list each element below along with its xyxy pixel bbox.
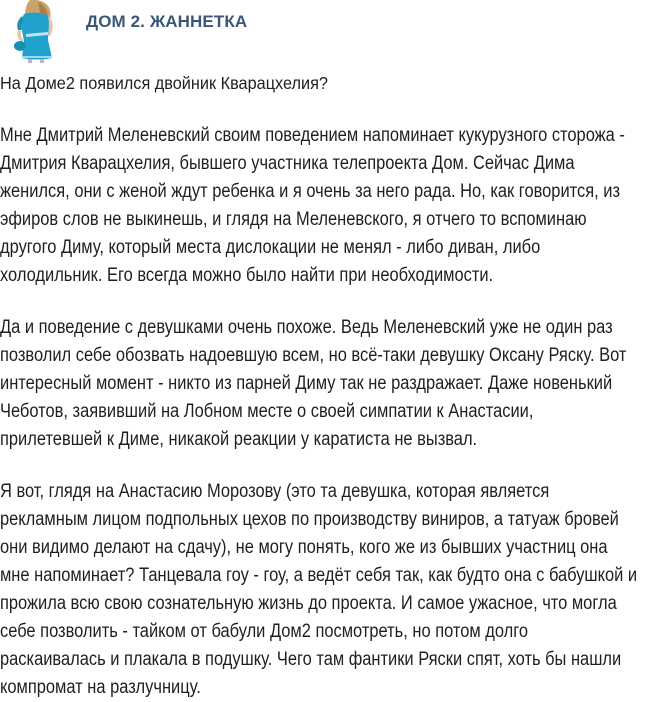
text-line: эфиров слов не выкинешь, и глядя на Меленевского, я отчего то вспоминаю [0,209,587,230]
text-line: себе позволить - тайком от бабули Дом2 посмотреть, но потом долго [0,621,529,642]
text-line: они видимо делают на сдачу), не могу понять, кого же из бывших участниц она [0,537,608,558]
channel-avatar[interactable] [8,0,64,64]
text-line: холодильник. Его всегда можно было найти при необходимости. [0,265,494,286]
text-line: Чеботов, заявивший на Лобном месте о своей симпатии к Анастасии, [0,401,534,422]
post-title: На Доме2 появился двойник Кварацхелия? [0,73,328,93]
text-line: другого Диму, который места дислокации не менял - либо диван, либо [0,237,541,258]
avatar-girl-icon [8,0,64,64]
text-line: раскаивалась и плакала в подушку. Чего там фантики Ряски спят, хоть бы нашли [0,649,622,670]
paragraph-3 [0,478,667,702]
text-line: прожила всю свою сознательную жизнь до проекта. И самое ужасное, что могла [0,593,617,614]
text-line: женился, они с женой ждут ребенка и я очень за него рада. Но, как говорится, из [0,181,621,202]
text-line: позволил себе обозвать надоевшую всем, но всё-таки девушку Оксану Ряску. Вот [0,345,627,366]
paragraph-1 [0,122,667,290]
paragraph-2 [0,314,667,454]
text-line: прилетевшей к Диме, никакой реакции у каратиста не вызвал. [0,429,478,450]
text-line: Я вот, глядя на Анастасию Морозову (это та девушка, которая является [0,481,550,502]
channel-header [0,0,670,66]
text-line: рекламным лицом подпольных цехов по производству виниров, а татуаж бровей [0,509,619,530]
text-line: мне напоминает? Танцевала гоу - гоу, а ведёт себя так, как будто она с бабушкой и [0,565,638,586]
channel-title[interactable]: ДОМ 2. ЖАННЕТКА [86,12,248,31]
text-line: Да и поведение с девушками очень похоже. Ведь Меленевский уже не один раз [0,317,613,338]
text-line: интересный момент - никто из парней Диму так не раздражает. Даже новенький [0,373,613,394]
article [0,69,670,702]
text-line: компромат на разлучницу. [0,677,201,698]
text-line: Мне Дмитрий Меленевский своим поведением напоминает кукурузного сторожа - [0,125,625,146]
text-line: Дмитрия Кварацхелия, бывшего участника телепроекта Дом. Сейчас Дима [0,153,575,174]
